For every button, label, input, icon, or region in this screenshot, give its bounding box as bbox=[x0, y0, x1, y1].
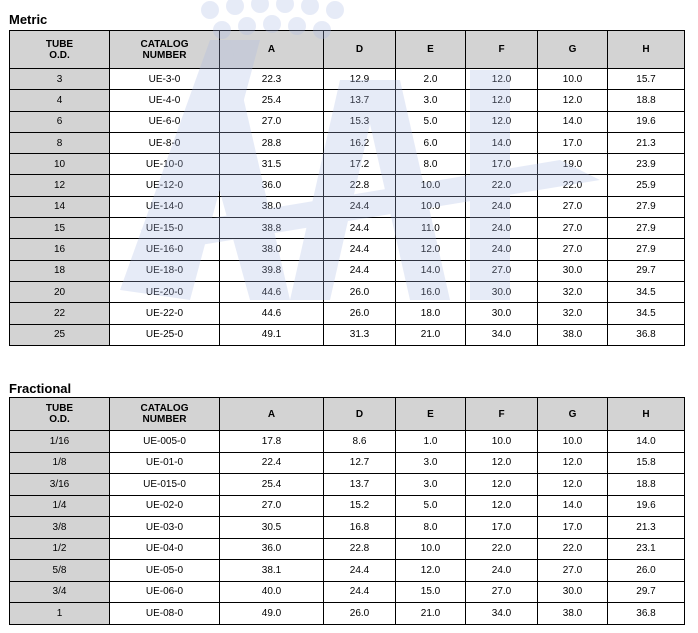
metric-cell-h: 27.9 bbox=[608, 196, 685, 217]
metric-cell-d: 31.3 bbox=[324, 324, 396, 345]
fractional-cell-h: 36.8 bbox=[608, 603, 685, 625]
metric-cell-f: 30.0 bbox=[466, 281, 538, 302]
table-row bbox=[10, 324, 685, 345]
fractional-cell-g: 22.0 bbox=[538, 538, 608, 560]
metric-cell-g: 30.0 bbox=[538, 260, 608, 281]
table-row bbox=[10, 603, 685, 625]
table-row bbox=[10, 581, 685, 603]
fractional-cell-g: 12.0 bbox=[538, 474, 608, 496]
fractional-table bbox=[9, 397, 685, 625]
metric-cell-e: 5.0 bbox=[396, 111, 466, 132]
fractional-cell-d: 13.7 bbox=[324, 474, 396, 496]
metric-cell-f: 24.0 bbox=[466, 239, 538, 260]
metric-cell-tube-od: 12 bbox=[10, 175, 110, 196]
metric-header-row bbox=[10, 31, 685, 69]
table-row bbox=[10, 260, 685, 281]
metric-table bbox=[9, 30, 685, 346]
fractional-cell-a: 17.8 bbox=[220, 431, 324, 453]
fractional-cell-tube-od: 1/2 bbox=[10, 538, 110, 560]
fractional-cell-a: 25.4 bbox=[220, 474, 324, 496]
metric-cell-h: 29.7 bbox=[608, 260, 685, 281]
metric-cell-d: 17.2 bbox=[324, 154, 396, 175]
metric-cell-catalog-number: UE-15-0 bbox=[110, 218, 220, 239]
fractional-header-d: D bbox=[324, 398, 396, 431]
fractional-cell-d: 15.2 bbox=[324, 495, 396, 517]
metric-title: Metric bbox=[9, 12, 48, 27]
fractional-cell-catalog-number: UE-005-0 bbox=[110, 431, 220, 453]
fractional-cell-g: 38.0 bbox=[538, 603, 608, 625]
metric-cell-e: 10.0 bbox=[396, 196, 466, 217]
metric-cell-d: 24.4 bbox=[324, 218, 396, 239]
fractional-cell-a: 30.5 bbox=[220, 517, 324, 539]
metric-cell-h: 18.8 bbox=[608, 90, 685, 111]
metric-cell-d: 22.8 bbox=[324, 175, 396, 196]
metric-cell-tube-od: 8 bbox=[10, 132, 110, 153]
metric-cell-h: 23.9 bbox=[608, 154, 685, 175]
fractional-header-f: F bbox=[466, 398, 538, 431]
metric-cell-a: 27.0 bbox=[220, 111, 324, 132]
metric-cell-a: 38.0 bbox=[220, 196, 324, 217]
fractional-cell-h: 15.8 bbox=[608, 452, 685, 474]
fractional-cell-e: 10.0 bbox=[396, 538, 466, 560]
metric-cell-a: 22.3 bbox=[220, 69, 324, 90]
metric-cell-tube-od: 25 bbox=[10, 324, 110, 345]
metric-cell-a: 38.0 bbox=[220, 239, 324, 260]
metric-cell-e: 3.0 bbox=[396, 90, 466, 111]
metric-cell-h: 25.9 bbox=[608, 175, 685, 196]
metric-header-e: E bbox=[396, 31, 466, 69]
fractional-cell-h: 29.7 bbox=[608, 581, 685, 603]
metric-cell-catalog-number: UE-16-0 bbox=[110, 239, 220, 260]
table-row bbox=[10, 303, 685, 324]
fractional-cell-g: 12.0 bbox=[538, 452, 608, 474]
metric-cell-h: 15.7 bbox=[608, 69, 685, 90]
metric-cell-d: 24.4 bbox=[324, 260, 396, 281]
table-row bbox=[10, 132, 685, 153]
fractional-header-a: A bbox=[220, 398, 324, 431]
fractional-cell-catalog-number: UE-015-0 bbox=[110, 474, 220, 496]
metric-cell-g: 17.0 bbox=[538, 132, 608, 153]
metric-header-g: G bbox=[538, 31, 608, 69]
fractional-cell-f: 34.0 bbox=[466, 603, 538, 625]
metric-header-tube-od: TUBE O.D. bbox=[10, 31, 110, 69]
metric-cell-catalog-number: UE-3-0 bbox=[110, 69, 220, 90]
metric-cell-f: 14.0 bbox=[466, 132, 538, 153]
metric-cell-g: 10.0 bbox=[538, 69, 608, 90]
metric-cell-f: 27.0 bbox=[466, 260, 538, 281]
metric-cell-e: 6.0 bbox=[396, 132, 466, 153]
metric-cell-d: 15.3 bbox=[324, 111, 396, 132]
metric-cell-catalog-number: UE-4-0 bbox=[110, 90, 220, 111]
metric-cell-a: 38.8 bbox=[220, 218, 324, 239]
fractional-cell-a: 27.0 bbox=[220, 495, 324, 517]
metric-cell-g: 32.0 bbox=[538, 281, 608, 302]
fractional-cell-e: 5.0 bbox=[396, 495, 466, 517]
fractional-cell-g: 17.0 bbox=[538, 517, 608, 539]
fractional-cell-tube-od: 1/8 bbox=[10, 452, 110, 474]
metric-cell-f: 24.0 bbox=[466, 218, 538, 239]
metric-cell-e: 10.0 bbox=[396, 175, 466, 196]
table-row bbox=[10, 154, 685, 175]
fractional-cell-g: 10.0 bbox=[538, 431, 608, 453]
metric-cell-h: 21.3 bbox=[608, 132, 685, 153]
fractional-header-e: E bbox=[396, 398, 466, 431]
fractional-cell-a: 22.4 bbox=[220, 452, 324, 474]
fractional-cell-d: 26.0 bbox=[324, 603, 396, 625]
fractional-header-h: H bbox=[608, 398, 685, 431]
metric-cell-tube-od: 15 bbox=[10, 218, 110, 239]
metric-cell-tube-od: 10 bbox=[10, 154, 110, 175]
metric-cell-catalog-number: UE-12-0 bbox=[110, 175, 220, 196]
fractional-header-catalog-number: CATALOG NUMBER bbox=[110, 398, 220, 431]
metric-cell-a: 49.1 bbox=[220, 324, 324, 345]
fractional-cell-d: 22.8 bbox=[324, 538, 396, 560]
fractional-cell-e: 15.0 bbox=[396, 581, 466, 603]
metric-cell-g: 22.0 bbox=[538, 175, 608, 196]
table-row bbox=[10, 281, 685, 302]
fractional-cell-d: 24.4 bbox=[324, 560, 396, 582]
metric-cell-g: 27.0 bbox=[538, 218, 608, 239]
fractional-cell-a: 40.0 bbox=[220, 581, 324, 603]
metric-cell-d: 26.0 bbox=[324, 303, 396, 324]
fractional-cell-e: 8.0 bbox=[396, 517, 466, 539]
fractional-cell-d: 16.8 bbox=[324, 517, 396, 539]
metric-cell-h: 36.8 bbox=[608, 324, 685, 345]
fractional-cell-f: 12.0 bbox=[466, 495, 538, 517]
metric-cell-f: 24.0 bbox=[466, 196, 538, 217]
metric-cell-catalog-number: UE-14-0 bbox=[110, 196, 220, 217]
fractional-cell-tube-od: 1/16 bbox=[10, 431, 110, 453]
metric-cell-e: 2.0 bbox=[396, 69, 466, 90]
metric-cell-catalog-number: UE-8-0 bbox=[110, 132, 220, 153]
fractional-cell-h: 21.3 bbox=[608, 517, 685, 539]
metric-cell-g: 12.0 bbox=[538, 90, 608, 111]
metric-header-f: F bbox=[466, 31, 538, 69]
table-row bbox=[10, 495, 685, 517]
metric-cell-g: 38.0 bbox=[538, 324, 608, 345]
fractional-cell-tube-od: 3/4 bbox=[10, 581, 110, 603]
fractional-cell-catalog-number: UE-08-0 bbox=[110, 603, 220, 625]
fractional-cell-d: 24.4 bbox=[324, 581, 396, 603]
metric-body bbox=[10, 69, 685, 346]
metric-cell-e: 18.0 bbox=[396, 303, 466, 324]
fractional-cell-f: 27.0 bbox=[466, 581, 538, 603]
metric-cell-d: 24.4 bbox=[324, 196, 396, 217]
fractional-cell-e: 21.0 bbox=[396, 603, 466, 625]
metric-cell-d: 24.4 bbox=[324, 239, 396, 260]
fractional-cell-e: 3.0 bbox=[396, 452, 466, 474]
metric-cell-e: 14.0 bbox=[396, 260, 466, 281]
metric-header-h: H bbox=[608, 31, 685, 69]
fractional-cell-h: 14.0 bbox=[608, 431, 685, 453]
table-row bbox=[10, 90, 685, 111]
metric-cell-h: 19.6 bbox=[608, 111, 685, 132]
fractional-cell-e: 1.0 bbox=[396, 431, 466, 453]
fractional-cell-f: 22.0 bbox=[466, 538, 538, 560]
metric-cell-e: 16.0 bbox=[396, 281, 466, 302]
fractional-cell-a: 49.0 bbox=[220, 603, 324, 625]
fractional-cell-d: 12.7 bbox=[324, 452, 396, 474]
metric-cell-h: 27.9 bbox=[608, 239, 685, 260]
fractional-cell-g: 30.0 bbox=[538, 581, 608, 603]
fractional-cell-h: 23.1 bbox=[608, 538, 685, 560]
metric-cell-e: 11.0 bbox=[396, 218, 466, 239]
metric-cell-tube-od: 3 bbox=[10, 69, 110, 90]
metric-cell-e: 8.0 bbox=[396, 154, 466, 175]
metric-cell-catalog-number: UE-20-0 bbox=[110, 281, 220, 302]
table-row bbox=[10, 474, 685, 496]
metric-header-a: A bbox=[220, 31, 324, 69]
metric-cell-catalog-number: UE-25-0 bbox=[110, 324, 220, 345]
fractional-cell-catalog-number: UE-03-0 bbox=[110, 517, 220, 539]
metric-cell-d: 12.9 bbox=[324, 69, 396, 90]
fractional-cell-f: 12.0 bbox=[466, 452, 538, 474]
fractional-header-g: G bbox=[538, 398, 608, 431]
fractional-cell-f: 12.0 bbox=[466, 474, 538, 496]
metric-cell-catalog-number: UE-18-0 bbox=[110, 260, 220, 281]
metric-cell-tube-od: 16 bbox=[10, 239, 110, 260]
fractional-body bbox=[10, 431, 685, 625]
metric-cell-f: 34.0 bbox=[466, 324, 538, 345]
fractional-cell-a: 36.0 bbox=[220, 538, 324, 560]
fractional-cell-tube-od: 3/16 bbox=[10, 474, 110, 496]
metric-cell-d: 26.0 bbox=[324, 281, 396, 302]
table-row bbox=[10, 175, 685, 196]
fractional-cell-f: 10.0 bbox=[466, 431, 538, 453]
metric-cell-e: 12.0 bbox=[396, 239, 466, 260]
metric-cell-a: 28.8 bbox=[220, 132, 324, 153]
metric-cell-catalog-number: UE-6-0 bbox=[110, 111, 220, 132]
fractional-title: Fractional bbox=[9, 381, 72, 396]
fractional-cell-catalog-number: UE-04-0 bbox=[110, 538, 220, 560]
metric-cell-tube-od: 22 bbox=[10, 303, 110, 324]
fractional-cell-f: 17.0 bbox=[466, 517, 538, 539]
table-row bbox=[10, 196, 685, 217]
table-row bbox=[10, 111, 685, 132]
fractional-cell-h: 18.8 bbox=[608, 474, 685, 496]
fractional-cell-catalog-number: UE-02-0 bbox=[110, 495, 220, 517]
metric-cell-tube-od: 14 bbox=[10, 196, 110, 217]
fractional-cell-catalog-number: UE-05-0 bbox=[110, 560, 220, 582]
metric-cell-f: 12.0 bbox=[466, 90, 538, 111]
table-row bbox=[10, 517, 685, 539]
metric-cell-f: 30.0 bbox=[466, 303, 538, 324]
table-row bbox=[10, 218, 685, 239]
metric-cell-f: 12.0 bbox=[466, 111, 538, 132]
metric-cell-a: 39.8 bbox=[220, 260, 324, 281]
fractional-cell-catalog-number: UE-06-0 bbox=[110, 581, 220, 603]
fractional-cell-g: 14.0 bbox=[538, 495, 608, 517]
metric-cell-d: 16.2 bbox=[324, 132, 396, 153]
metric-cell-a: 31.5 bbox=[220, 154, 324, 175]
metric-cell-f: 12.0 bbox=[466, 69, 538, 90]
fractional-cell-e: 3.0 bbox=[396, 474, 466, 496]
metric-cell-g: 27.0 bbox=[538, 239, 608, 260]
metric-cell-a: 44.6 bbox=[220, 303, 324, 324]
fractional-cell-g: 27.0 bbox=[538, 560, 608, 582]
metric-cell-h: 27.9 bbox=[608, 218, 685, 239]
metric-header-d: D bbox=[324, 31, 396, 69]
metric-cell-f: 17.0 bbox=[466, 154, 538, 175]
metric-cell-tube-od: 4 bbox=[10, 90, 110, 111]
table-row bbox=[10, 452, 685, 474]
fractional-header-tube-od: TUBE O.D. bbox=[10, 398, 110, 431]
metric-cell-tube-od: 18 bbox=[10, 260, 110, 281]
metric-cell-catalog-number: UE-22-0 bbox=[110, 303, 220, 324]
metric-cell-e: 21.0 bbox=[396, 324, 466, 345]
fractional-cell-tube-od: 5/8 bbox=[10, 560, 110, 582]
metric-cell-catalog-number: UE-10-0 bbox=[110, 154, 220, 175]
metric-cell-h: 34.5 bbox=[608, 303, 685, 324]
metric-cell-g: 27.0 bbox=[538, 196, 608, 217]
fractional-cell-h: 19.6 bbox=[608, 495, 685, 517]
metric-cell-d: 13.7 bbox=[324, 90, 396, 111]
table-row bbox=[10, 431, 685, 453]
table-row bbox=[10, 239, 685, 260]
fractional-cell-tube-od: 1 bbox=[10, 603, 110, 625]
fractional-cell-tube-od: 1/4 bbox=[10, 495, 110, 517]
metric-cell-h: 34.5 bbox=[608, 281, 685, 302]
fractional-header-row bbox=[10, 398, 685, 431]
metric-cell-g: 32.0 bbox=[538, 303, 608, 324]
fractional-cell-h: 26.0 bbox=[608, 560, 685, 582]
fractional-cell-tube-od: 3/8 bbox=[10, 517, 110, 539]
fractional-cell-d: 8.6 bbox=[324, 431, 396, 453]
metric-cell-a: 36.0 bbox=[220, 175, 324, 196]
fractional-cell-e: 12.0 bbox=[396, 560, 466, 582]
metric-cell-tube-od: 20 bbox=[10, 281, 110, 302]
table-row bbox=[10, 538, 685, 560]
metric-header-catalog-number: CATALOG NUMBER bbox=[110, 31, 220, 69]
fractional-cell-a: 38.1 bbox=[220, 560, 324, 582]
table-row bbox=[10, 560, 685, 582]
fractional-cell-catalog-number: UE-01-0 bbox=[110, 452, 220, 474]
metric-cell-a: 25.4 bbox=[220, 90, 324, 111]
fractional-cell-f: 24.0 bbox=[466, 560, 538, 582]
metric-cell-f: 22.0 bbox=[466, 175, 538, 196]
metric-cell-g: 14.0 bbox=[538, 111, 608, 132]
metric-cell-tube-od: 6 bbox=[10, 111, 110, 132]
metric-cell-a: 44.6 bbox=[220, 281, 324, 302]
table-row bbox=[10, 69, 685, 90]
metric-cell-g: 19.0 bbox=[538, 154, 608, 175]
